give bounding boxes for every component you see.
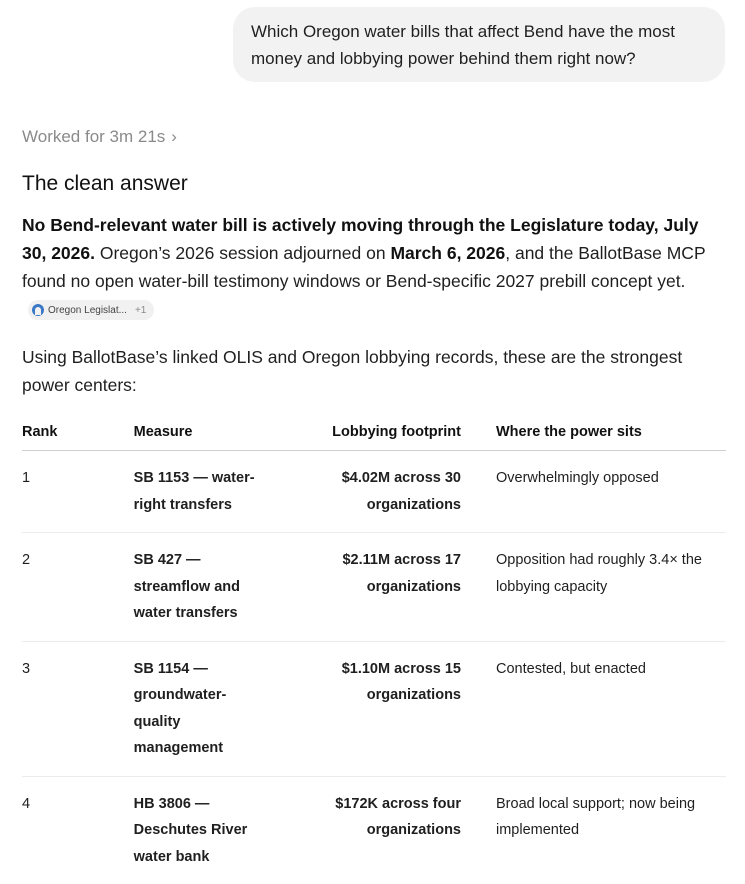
source-more-count: +1 — [134, 304, 147, 316]
cell-lobbying: $172K across four organizations — [335, 795, 461, 838]
cell-lobbying: $2.11M across 17 organizations — [342, 552, 461, 595]
table-row — [22, 533, 726, 642]
cell-measure: SB 1153 — water-right transfers — [133, 470, 255, 513]
header-measure: Measure — [134, 418, 280, 451]
cell-measure: HB 3806 — Deschutes River water bank — [133, 795, 248, 865]
source-citation-pill[interactable] — [28, 300, 154, 320]
header-power: Where the power sits — [461, 418, 726, 451]
cell-power: Overwhelmingly opposed — [496, 470, 659, 486]
table-intro-paragraph: Using BallotBase’s linked OLIS and Oregon lobbying records, these are the strongest power centers: — [22, 347, 683, 395]
cell-rank: 3 — [22, 641, 134, 776]
lead-bold-status: No Bend-relevant water bill is actively moving through the Legislature today, July 30, 2026. — [22, 215, 699, 263]
worked-duration-toggle[interactable] — [22, 127, 177, 147]
lobbying-table — [22, 418, 726, 884]
table-row — [22, 451, 726, 533]
header-lobbying-footprint: Lobbying footprint — [280, 418, 461, 451]
table-header-row — [22, 418, 726, 451]
cell-lobbying: $1.10M across 15 organizations — [341, 660, 461, 703]
source-label: Oregon Legislat... — [48, 304, 127, 316]
cell-power: Contested, but enacted — [496, 660, 646, 677]
worked-duration-label: Worked for 3m 21s — [22, 127, 166, 146]
cell-measure: SB 1154 — groundwater-quality management — [133, 660, 227, 756]
header-rank: Rank — [22, 418, 134, 451]
cell-rank: 2 — [22, 533, 134, 642]
user-message-text: Which Oregon water bills that affect Bend have the most money and lobbying power behind them right now? — [251, 22, 675, 68]
lead-bold-date: March 6, 2026 — [390, 243, 506, 263]
table-row — [22, 641, 726, 776]
user-message-bubble — [233, 7, 725, 82]
lead-text-2: , and the BallotBase MCP found no open water-bill testimony windows or Bend-specific 2027 prebill concept yet. — [22, 243, 706, 291]
cell-rank: 4 — [22, 795, 31, 812]
cell-power: Opposition had roughly 3.4× the lobbying capacity — [496, 552, 702, 595]
table-row — [22, 776, 726, 884]
cell-power: Broad local support; now being implemented — [496, 795, 696, 838]
oregon-legislature-logo-icon — [32, 304, 44, 316]
cell-lobbying: $4.02M across 30 organizations — [341, 470, 461, 513]
answer-heading: The clean answer — [22, 172, 188, 195]
chevron-right-icon: › — [171, 127, 177, 146]
lead-text-1: Oregon’s 2026 session adjourned on — [94, 243, 391, 263]
cell-rank: 1 — [22, 451, 134, 533]
cell-measure: SB 427 — streamflow and water transfers — [133, 552, 241, 621]
answer-lead-paragraph — [22, 211, 727, 295]
